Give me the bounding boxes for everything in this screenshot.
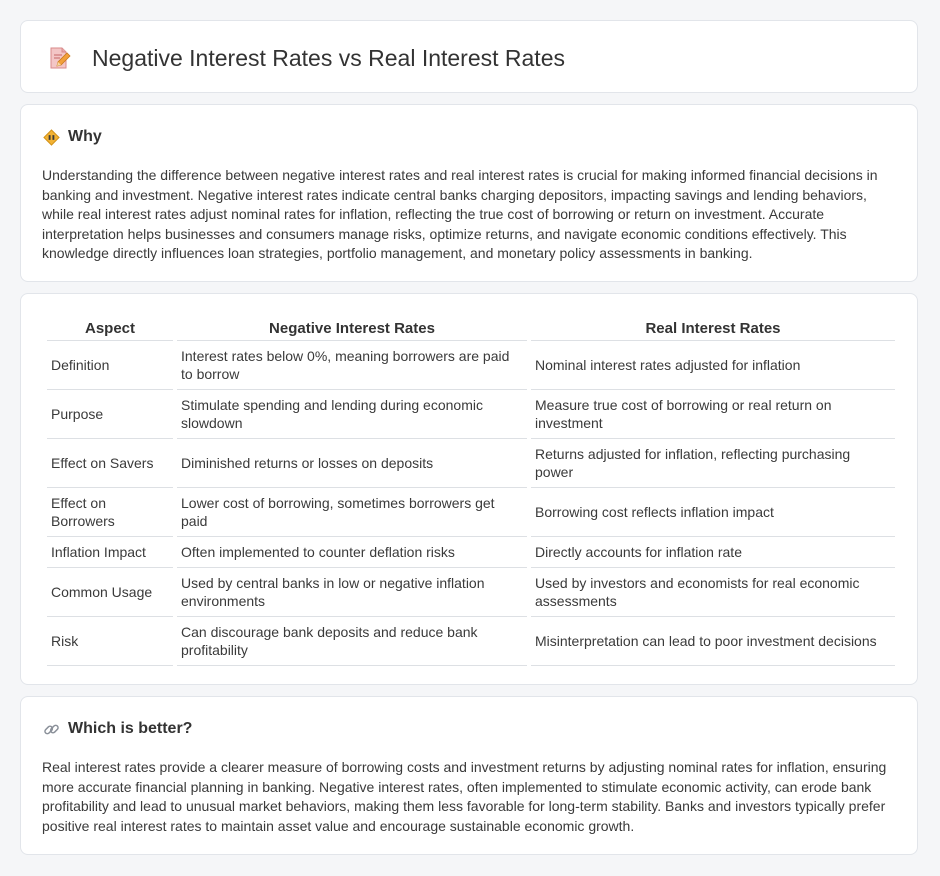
better-text: Real interest rates provide a clearer measure of borrowing costs and investment returns by adjusting nominal rates for inflation, ensuring more accurate financial planning in banking. Negative interest rates, often implemented to stimulate economic activity, can erode bank profitability and lead to unusual market behaviors, making them less favorable for long-term stability. Banks and investors typically prefer positive real interest rates to maintain asset value and encourage sustainable economic growth. <box>42 759 887 834</box>
link-icon <box>43 721 60 738</box>
table-row <box>47 537 895 568</box>
negative-cell: Lower cost of borrowing, sometimes borrowers get paid <box>177 488 527 537</box>
aspect-cell: Common Usage <box>47 568 173 617</box>
table-row <box>47 341 895 390</box>
which-is-better-card <box>20 696 918 855</box>
negative-cell: Often implemented to counter deflation risks <box>177 537 527 568</box>
negative-cell: Can discourage bank deposits and reduce bank profitability <box>177 617 527 666</box>
negative-cell: Used by central banks in low or negative inflation environments <box>177 568 527 617</box>
real-cell: Nominal interest rates adjusted for inflation <box>531 341 895 390</box>
real-cell: Used by investors and economists for real economic assessments <box>531 568 895 617</box>
why-text: Understanding the difference between negative interest rates and real interest rates is crucial for making informed financial decisions in banking and investment. Negative interest rates indicate central banks charging depositors, impacting savings and lending behaviors, while real interest rates adjust nominal rates for inflation, reflecting the true cost of borrowing or return on investment. Accurate interpretation helps businesses and consumers manage risks, optimize returns, and navigate economic conditions effectively. This knowledge directly influences loan strategies, portfolio management, and monetary policy assessments in banking. <box>42 167 878 261</box>
table-row <box>47 617 895 666</box>
real-cell: Misinterpretation can lead to poor investment decisions <box>531 617 895 666</box>
negative-cell: Interest rates below 0%, meaning borrowers are paid to borrow <box>177 341 527 390</box>
document-pencil-icon <box>47 46 71 70</box>
table-row <box>47 390 895 439</box>
column-header-negative: Negative Interest Rates <box>177 314 527 341</box>
column-header-real: Real Interest Rates <box>531 314 895 341</box>
column-header-aspect: Aspect <box>47 314 173 341</box>
why-card <box>20 104 918 282</box>
negative-cell: Diminished returns or losses on deposits <box>177 439 527 488</box>
real-cell: Measure true cost of borrowing or real return on investment <box>531 390 895 439</box>
header-card <box>20 20 918 93</box>
table-row <box>47 568 895 617</box>
aspect-cell: Effect on Borrowers <box>47 488 173 537</box>
aspect-cell: Definition <box>47 341 173 390</box>
why-title: Why <box>68 128 102 145</box>
aspect-cell: Effect on Savers <box>47 439 173 488</box>
aspect-cell: Inflation Impact <box>47 537 173 568</box>
comparison-card <box>20 293 918 685</box>
table-row <box>47 439 895 488</box>
better-heading <box>43 719 192 739</box>
why-heading <box>43 127 102 147</box>
negative-cell: Stimulate spending and lending during economic slowdown <box>177 390 527 439</box>
better-title: Which is better? <box>68 720 193 737</box>
page-title: Negative Interest Rates vs Real Interest Rates <box>92 45 565 71</box>
diamond-sign-icon <box>43 129 60 146</box>
aspect-cell: Risk <box>47 617 173 666</box>
real-cell: Directly accounts for inflation rate <box>531 537 895 568</box>
real-cell: Returns adjusted for inflation, reflecting purchasing power <box>531 439 895 488</box>
comparison-table <box>43 314 899 666</box>
table-row <box>47 488 895 537</box>
aspect-cell: Purpose <box>47 390 173 439</box>
real-cell: Borrowing cost reflects inflation impact <box>531 488 895 537</box>
